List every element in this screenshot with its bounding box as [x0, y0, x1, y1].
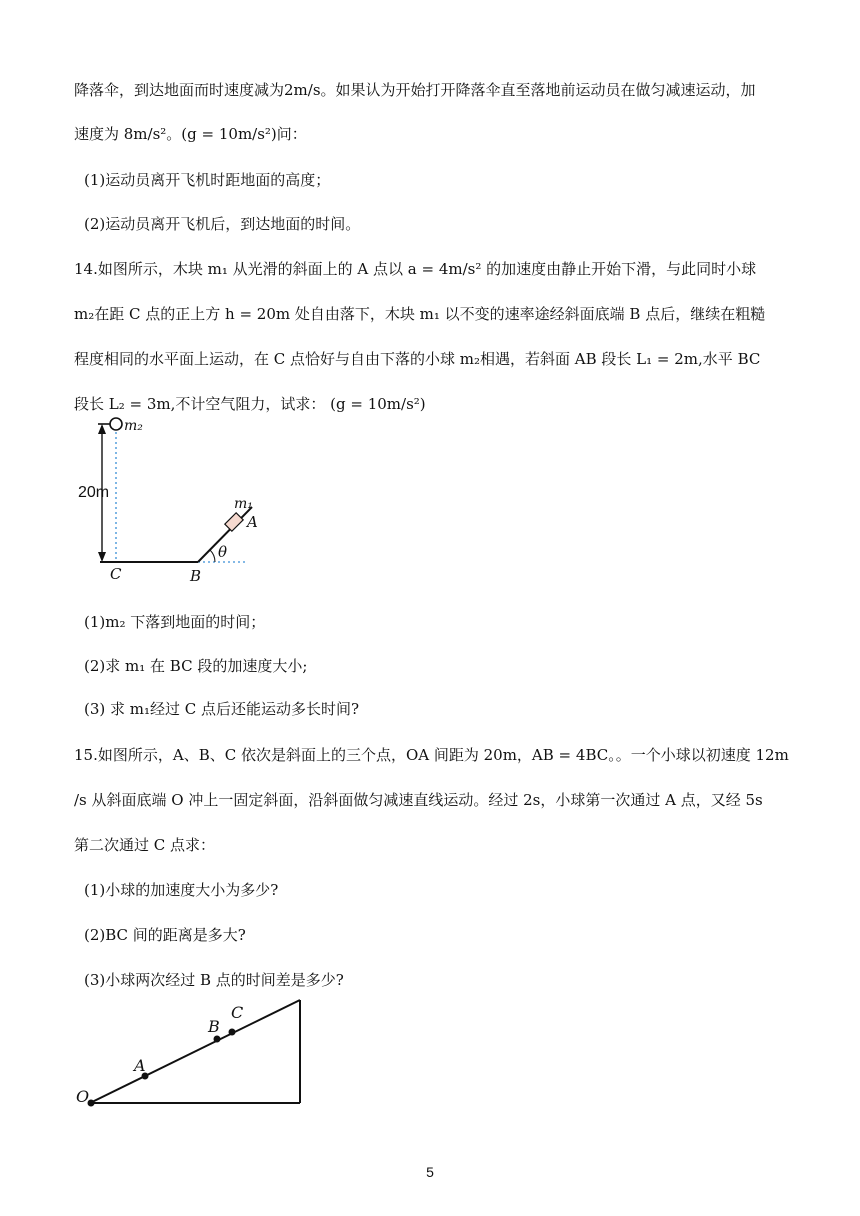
question-15-part-1: (1)小球的加速度大小为多少? — [84, 881, 279, 899]
question-15-part-2: (2)BC 间的距离是多大? — [84, 926, 246, 944]
point-b-label: B — [190, 567, 202, 585]
page-number: 5 — [426, 1164, 434, 1180]
point-o-label: O — [76, 1087, 90, 1106]
question-13-part-2: (2)运动员离开飞机后，到达地面的时间。 — [84, 215, 361, 233]
point-c-label: C — [110, 565, 122, 583]
point-c2-label: C — [231, 1003, 244, 1022]
question-15-line-2: /s 从斜面底端 O 冲上一固定斜面，沿斜面做匀减速直线运动。经过 2s，小球第一次通过 A 点，又经 5s — [74, 791, 763, 809]
question-14-line-1: 14.如图所示，木块 m₁ 从光滑的斜面上的 A 点以 a = 4m/s² 的加速度由静止开始下滑，与此同时小球 — [74, 260, 757, 278]
question-14-part-2: (2)求 m₁ 在 BC 段的加速度大小; — [84, 657, 308, 675]
question-14-line-2: m₂在距 C 点的正上方 h = 20m 处自由落下，木块 m₁ 以不变的速率途经斜面底端 B 点后，继续在粗糙 — [74, 305, 766, 323]
block-m1-label: m₁ — [234, 496, 253, 512]
question-15-line-3: 第二次通过 C 点求： — [74, 836, 216, 854]
question-13-part-1: (1)运动员离开飞机时距地面的高度； — [84, 171, 331, 189]
question-15-part-3: (3)小球两次经过 B 点的时间差是多少? — [84, 971, 344, 989]
question-14-line-3: 程度相同的水平面上运动，在 C 点恰好与自由下落的小球 m₂相遇，若斜面 AB 段长 L₁ = 2m,水平 BC — [74, 350, 761, 368]
angle-theta-label: θ — [218, 543, 228, 561]
point-b2-label: B — [208, 1017, 220, 1036]
question-14-part-3: (3) 求 m₁经过 C 点后还能运动多长时间? — [84, 700, 360, 718]
text-line-1: 降落伞，到达地面而时速度减为2m/s。如果认为开始打开降落伞直至落地前运动员在做匀减速运动，加 — [74, 81, 756, 99]
text-line-2: 速度为 8m/s²。(g = 10m/s²)问： — [74, 125, 307, 143]
point-a2-label: A — [134, 1056, 146, 1075]
question-15-line-1: 15.如图所示，A、B、C 依次是斜面上的三个点，OA 间距为 20m，AB = 4BC。。一个小球以初速度 12m — [74, 746, 789, 764]
point-a-label: A — [247, 513, 258, 531]
question-14-line-4: 段长 L₂ = 3m,不计空气阻力，试求： (g = 10m/s²) — [74, 395, 426, 413]
ball-m2-label: m₂ — [124, 418, 143, 434]
height-label: 20m — [78, 484, 110, 501]
question-14-part-1: (1)m₂ 下落到地面的时间； — [84, 613, 266, 631]
figure-incline-points — [80, 995, 320, 1115]
